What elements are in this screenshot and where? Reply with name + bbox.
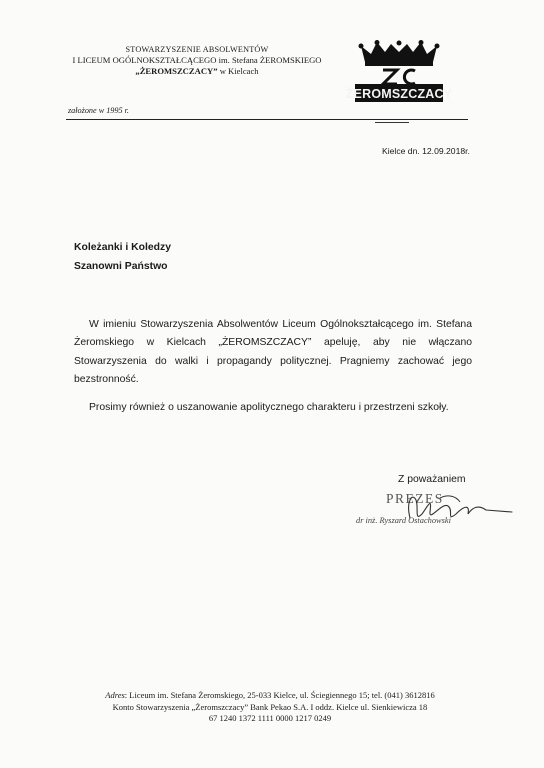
footer-address [60,690,480,702]
org-name-line3 [62,66,332,77]
org-city: w Kielcach [217,66,259,76]
org-name-line1: STOWARZYSZENIE ABSOLWENTÓW [125,45,269,54]
footer-account-number: 67 1240 1372 1111 0000 1217 0249 [208,713,332,723]
greeting-line1: Koleżanki i Koledzy [74,242,172,253]
org-short-name: „ŻEROMSZCZACY” [135,66,218,76]
signer-name: dr inż. Ryszard Ostachowski [356,516,451,525]
crown-icon [359,40,440,66]
org-name-line2: I LICEUM OGÓLNOKSZTAŁCĄCEGO im. Stefana ŻEROMSKIEGO [72,55,322,65]
letter-body [74,316,472,417]
footer-account: Konto Stowarzyszenia „Żeromszczacy” Bank Pekao S.A. I oddz. Kielce ul. Sienkiewicza 18 [112,701,428,712]
body-paragraph-1: W imieniu Stowarzyszenia Absolwentów Liceum Ogólnokształcącego im. Stefana Żeromskiego w Kielcach „ŻEROMSZCZACY” apeluję, aby nie włączano Stowarzyszenia do walki i propagandy politycznej. Pragniemy zachować jego bezstronność. [74,319,472,386]
zeromszczacy-logo [345,40,453,106]
signature-block [352,488,522,534]
founded-note: założone w 1995 r. [68,106,129,115]
letter-footer [60,690,480,725]
footer-address-label: Adres [105,690,125,700]
closing-salutation: Z poważaniem [398,474,466,485]
logo-text: ŻEROMSZCZACY [345,87,453,101]
header-divider-accent [375,122,409,123]
letter-date: Kielce dn. 12.09.2018r. [382,146,470,156]
letterhead [62,44,332,77]
greeting-line2: Szanowni Państwo [74,261,168,272]
footer-address-text: : Liceum im. Stefana Żeromskiego, 25-033 Kielce, ul. Ściegiennego 15; tel. (041) 3612816 [124,690,435,700]
body-paragraph-2: Prosimy również o uszanowanie apolitycznego charakteru i przestrzeni szkoły. [89,401,449,413]
monogram-icon [383,70,415,84]
header-divider [66,119,468,120]
handwritten-signature-icon [352,488,522,534]
greeting [74,238,171,276]
stamp-title: PREZES [386,491,444,506]
